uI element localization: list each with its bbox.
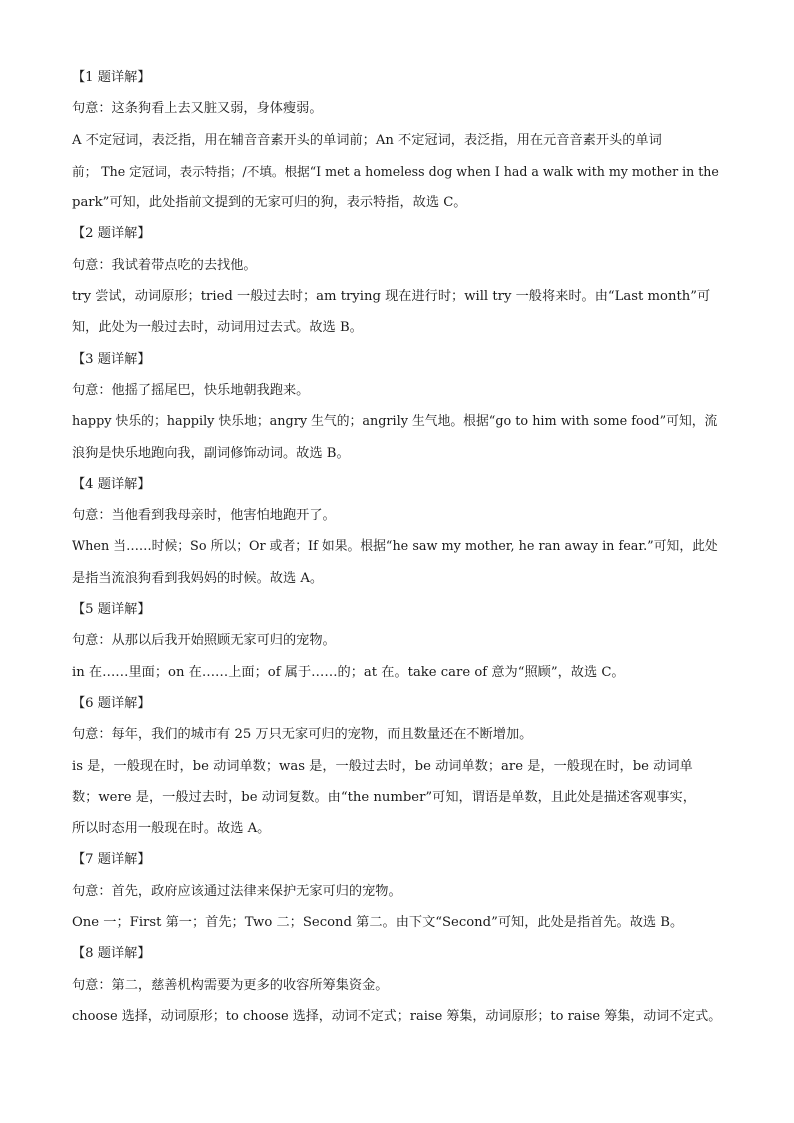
- paragraph-line: 是指当流浪狗看到我妈妈的时候。故选 A。: [72, 570, 324, 586]
- paragraph-line: try 尝试，动词原形；tried 一般过去时；am trying 现在进行时；will try 一般将来时。由“Last month”可: [72, 289, 711, 305]
- paragraph-line: 知，此处为一般过去时，动词用过去式。故选 B。: [72, 320, 363, 336]
- section-1: [72, 62, 724, 218]
- section-heading: 【1 题详解】: [72, 70, 151, 85]
- section-8: [72, 938, 724, 1032]
- paragraph-line: park”可知，此处指前文提到的无家可归的狗，表示特指，故选 C。: [72, 195, 467, 211]
- paragraph-line: 句意：每年，我们的城市有 25 万只无家可归的宠物，而且数量还在不断增加。: [72, 727, 533, 743]
- section-heading: 【6 题详解】: [72, 695, 151, 711]
- paragraph-line: 句意：这条狗看上去又脏又弱，身体瘦弱。: [72, 101, 323, 117]
- section-6: [72, 688, 724, 844]
- section-7: [72, 844, 724, 938]
- section-heading: 【8 题详解】: [72, 946, 151, 962]
- section-4: [72, 469, 724, 594]
- section-5: [72, 594, 724, 688]
- paragraph-line: One 一；First 第一；首先；Two 二；Second 第二。由下文“Second”可知，此处是指首先。故选 B。: [72, 915, 684, 931]
- section-heading: 【3 题详解】: [72, 351, 151, 367]
- paragraph-line: 句意：第二，慈善机构需要为更多的收容所筹集资金。: [72, 977, 389, 993]
- section-heading: 【2 题详解】: [72, 226, 151, 242]
- paragraph-line: is 是，一般现在时，be 动词单数；was 是，一般过去时，be 动词单数；are 是，一般现在时，be 动词单: [72, 758, 693, 774]
- section-heading: 【7 题详解】: [72, 852, 151, 868]
- section-heading: 【5 题详解】: [72, 602, 151, 618]
- paragraph-line: A 不定冠词，表泛指，用在辅音音素开头的单词前；An 不定冠词，表泛指，用在元音音素开头的单词: [72, 132, 662, 148]
- paragraph-line: 前； The 定冠词，表示特指；/不填。根据“I met a homeless dog when I had a walk with my mother in the: [72, 163, 719, 179]
- paragraph-line: 句意：他摇了摇尾巴，快乐地朝我跑来。: [72, 382, 310, 398]
- paragraph-line: 所以时态用一般现在时。故选 A。: [72, 821, 271, 837]
- document-page: [72, 62, 724, 1032]
- paragraph-line: When 当……时候；So 所以；Or 或者；If 如果。根据“he saw my mother, he ran away in fear.”可知，此处: [72, 539, 718, 555]
- section-3: [72, 344, 724, 469]
- paragraph-line: in 在……里面；on 在……上面；of 属于……的；at 在。take care of 意为“照顾”，故选 C。: [72, 664, 625, 680]
- paragraph-line: choose 选择，动词原形；to choose 选择，动词不定式；raise 筹集，动词原形；to raise 筹集，动词不定式。: [72, 1008, 722, 1024]
- paragraph-line: 句意：从那以后我开始照顾无家可归的宠物。: [72, 633, 336, 649]
- paragraph-line: 句意：首先，政府应该通过法律来保护无家可归的宠物。: [72, 883, 402, 899]
- paragraph-line: happy 快乐的；happily 快乐地；angry 生气的；angrily 生气地。根据“go to him with some food”可知，流: [72, 414, 718, 430]
- section-2: [72, 218, 724, 343]
- paragraph-line: 句意：我试着带点吃的去找他。: [72, 257, 257, 273]
- paragraph-line: 句意：当他看到我母亲时，他害怕地跑开了。: [72, 508, 336, 524]
- paragraph-line: 浪狗是快乐地跑向我，副词修饰动词。故选 B。: [72, 445, 350, 461]
- paragraph-line: 数；were 是，一般过去时，be 动词复数。由“the number”可知，谓语是单数，且此处是描述客观事实，: [72, 789, 696, 805]
- section-heading: 【4 题详解】: [72, 476, 151, 492]
